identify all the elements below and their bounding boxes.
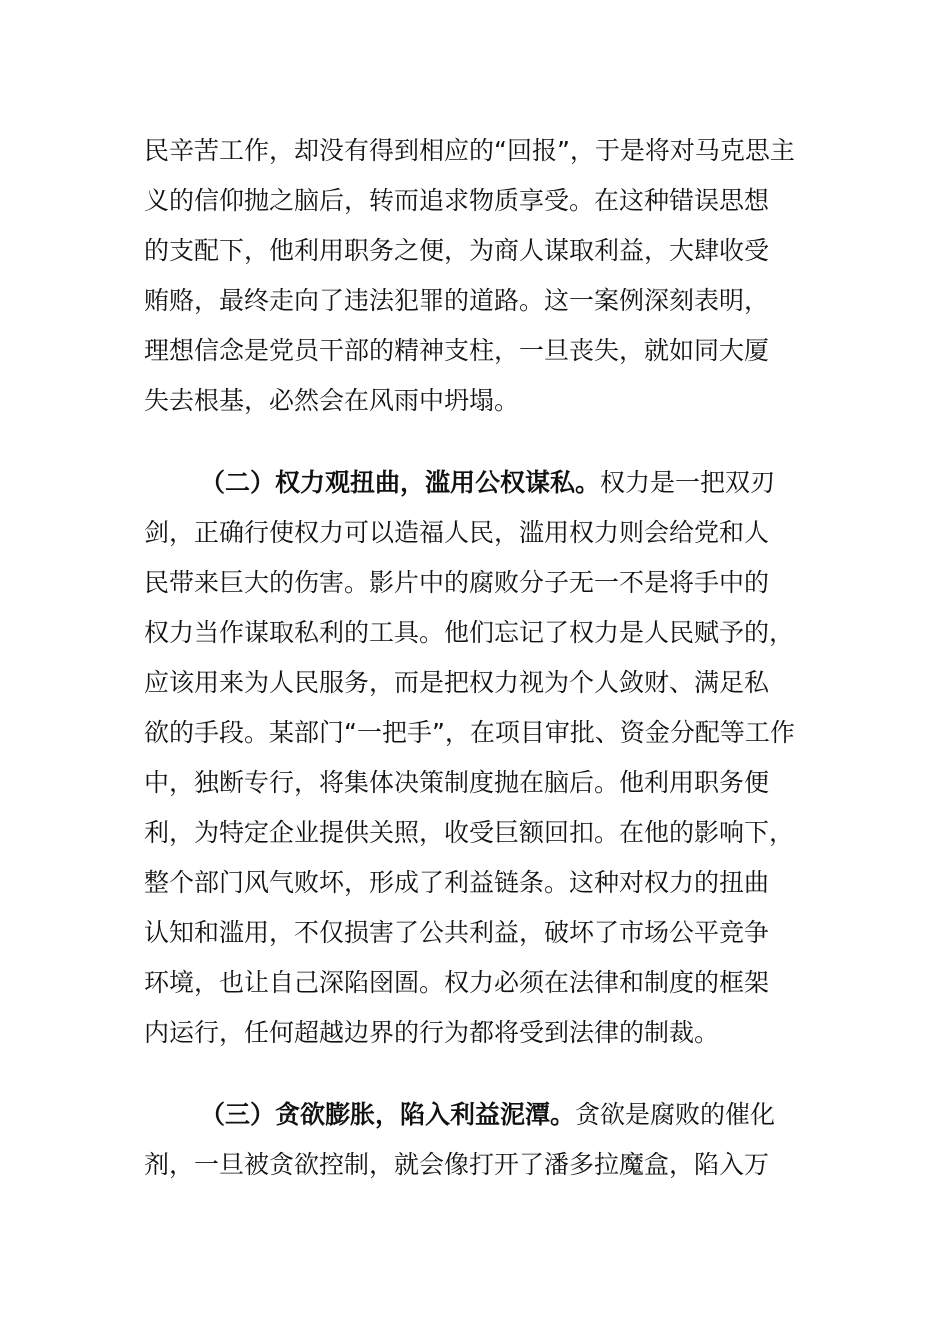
paragraph-spacer [144,1058,804,1090]
text-line: 理想信念是党员干部的精神支柱，一旦丧失，就如同大厦 [144,336,770,365]
text-line: 认知和滥用，不仅损害了公共利益，破坏了市场公平竞争 [144,918,770,947]
paragraph-spacer [144,426,804,458]
text-line: 的支配下，他利用职务之便，为商人谋取利益，大肆收受 [144,236,770,265]
paragraph-power-distortion [144,458,804,1058]
section-heading-2: （二）权力观扭曲，滥用公权谋私。 [200,468,601,497]
text-line: 失去根基，必然会在风雨中坍塌。 [144,386,520,415]
text-line: 剂，一旦被贪欲控制，就会像打开了潘多拉魔盒，陷入万 [144,1150,770,1179]
text-line: 环境，也让自己深陷囹圄。权力必须在法律和制度的框架 [144,968,770,997]
text-line: 民带来巨大的伤害。影片中的腐败分子无一不是将手中的 [144,568,770,597]
text-line: 利，为特定企业提供关照，收受巨额回扣。在他的影响下， [144,818,795,847]
text-line: 剑，正确行使权力可以造福人民，滥用权力则会给党和人 [144,518,770,547]
text-line: 权力当作谋取私利的工具。他们忘记了权力是人民赋予的， [144,618,795,647]
text-line: 应该用来为人民服务，而是把权力视为个人敛财、满足私 [144,668,770,697]
paragraph-ideals [144,126,804,426]
text-line-first [144,458,804,508]
text-line: 整个部门风气败坏，形成了利益链条。这种对权力的扭曲 [144,868,770,897]
text-line: 民辛苦工作，却没有得到相应的“回报”，于是将对马克思主 [144,136,795,165]
section-heading-3: （三）贪欲膨胀，陷入利益泥潭。 [200,1100,576,1129]
text-line: 欲的手段。某部门“一把手”，在项目审批、资金分配等工作 [144,718,795,747]
text-line-first [144,1090,804,1140]
text-line: 内运行，任何超越边界的行为都将受到法律的制裁。 [144,1018,720,1047]
paragraph-greed [144,1090,804,1190]
text-run: 贪欲是腐败的催化 [575,1100,776,1129]
text-line: 义的信仰抛之脑后，转而追求物质享受。在这种错误思想 [144,186,770,215]
text-line: 贿赂，最终走向了违法犯罪的道路。这一案例深刻表明， [144,286,770,315]
text-run: 权力是一把双刃 [600,468,776,497]
text-line: 中，独断专行，将集体决策制度抛在脑后。他利用职务便 [144,768,770,797]
document-body [144,126,804,1190]
